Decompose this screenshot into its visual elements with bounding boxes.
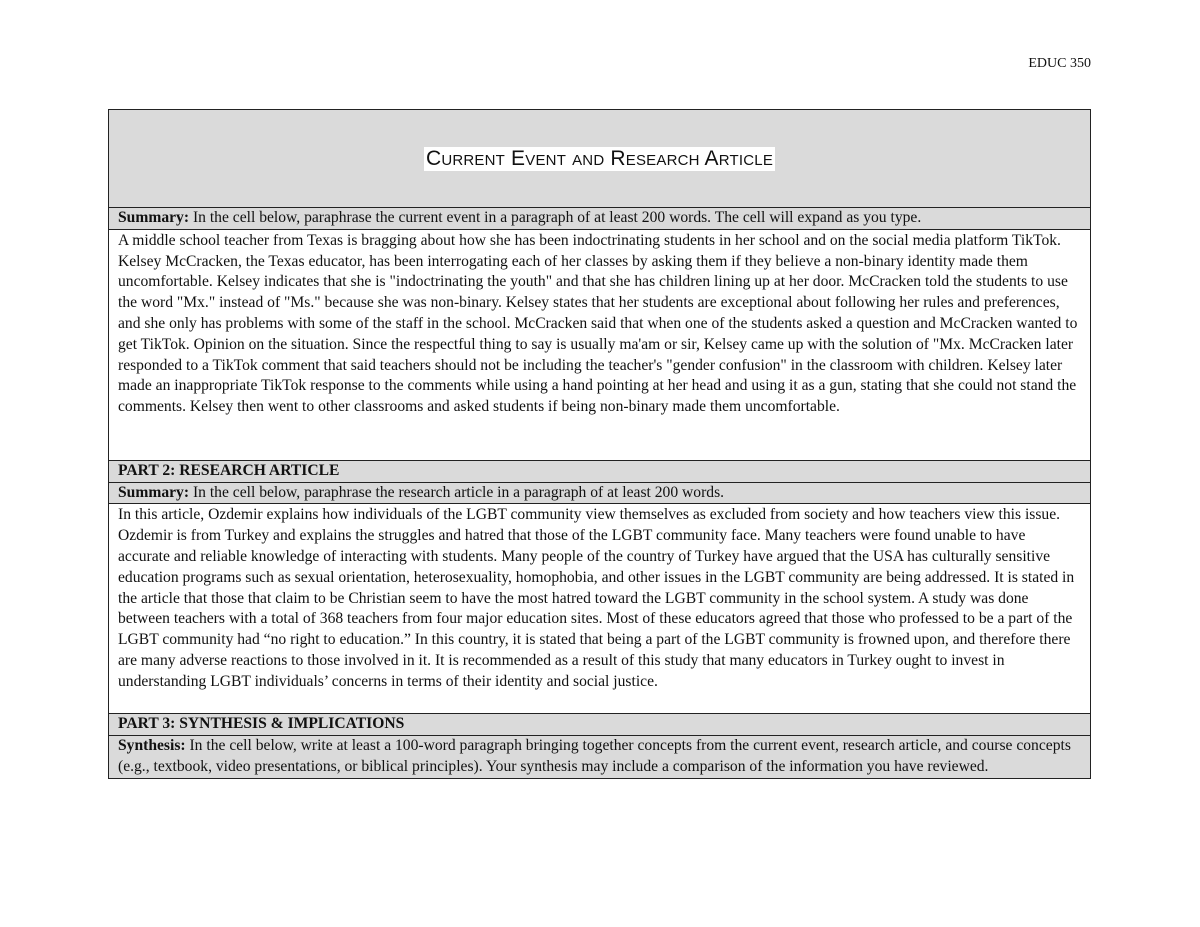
summary-instruction-text: In the cell below, paraphrase the research article in a paragraph of at least 200 words. [189, 483, 725, 501]
summary-label: Summary: [118, 209, 190, 226]
current-event-summary-cell[interactable]: A middle school teacher from Texas is bragging about how she has been indoctrinating students in her school and on the social media platform TikTok. Kelsey McCracken, the Texas educator, has been interrogating each of her classes by asking them if they believe a non-binary identity made them uncomfortable. Kelsey indicates that she is "indoctrinating the youth" and that she has children lining up at her door. McCracken told the students to use the word "Mx." instead of "Ms." because she was non-binary. Kelsey states that her students are exceptional about following her rules and preferences, and she only has problems with some of the staff in the school. McCracken said that when one of the students asked a question and McCracken wanted to get TikTok. Opinion on the situation. Since the respectful thing to say is usually ma'am or sir, Kelsey came up with the solution of "Mx. McCracken later responded to a TikTok comment that said teachers should not be including the teacher's "gender confusion" in the classroom with children. Kelsey later made an inappropriate TikTok response to the comments while using a hand pointing at her head and using it as a gun, stating that she could not stand the comments. Kelsey then went to other classrooms and asked students if being non-binary made them uncomfortable. [109, 229, 1090, 460]
current-event-summary-instruction [109, 207, 1090, 229]
title-row [109, 110, 1090, 207]
summary-instruction-text: In the cell below, paraphrase the current event in a paragraph of at least 200 words. The cell will expand as you type. [189, 209, 922, 226]
course-code: EDUC 350 [1028, 56, 1091, 71]
research-article-summary-cell[interactable]: In this article, Ozdemir explains how individuals of the LGBT community view themselves as excluded from society and how teachers view this issue. Ozdemir is from Turkey and explains the struggles and hatred that those of the LGBT community face. Many teachers were found unable to have accurate and reliable knowledge of interacting with students. Many people of the country of Turkey have argued that the USA has culturally sensitive education programs such as sexual orientation, heterosexuality, homophobia, and other issues in the LGBT community are being addressed. It is stated in the article that those that claim to be Christian seem to have the most hatred toward the LGBT community in the school system. A study was done between teachers with a total of 368 teachers from four major education sites. Most of these educators agreed that those who professed to be a part of the LGBT community had “no right to education.” In this country, it is stated that being a part of the LGBT community is frowned upon, and therefore there are many adverse reactions to those involved in it. It is recommended as a result of this study that many educators in Turkey ought to invest in understanding LGBT individuals’ concerns in terms of their identity and social justice. [109, 503, 1090, 713]
document-title: Current Event and Research Article [425, 146, 774, 170]
synthesis-label: Synthesis: [118, 737, 186, 755]
synthesis-instruction-text: In the cell below, write at least a 100-word paragraph bringing together concepts from the current event, research article, and course concepts (e.g., textbook, video presentations, or biblical principles). Your synthesis may include a comparison of the information you have reviewed. [118, 737, 1071, 775]
synthesis-instruction [109, 735, 1090, 778]
assignment-table [108, 109, 1091, 779]
summary-label: Summary: [118, 483, 190, 501]
part2-heading: PART 2: RESEARCH ARTICLE [109, 460, 1090, 482]
research-article-summary-instruction [109, 482, 1090, 504]
part3-heading: PART 3: SYNTHESIS & IMPLICATIONS [109, 713, 1090, 735]
